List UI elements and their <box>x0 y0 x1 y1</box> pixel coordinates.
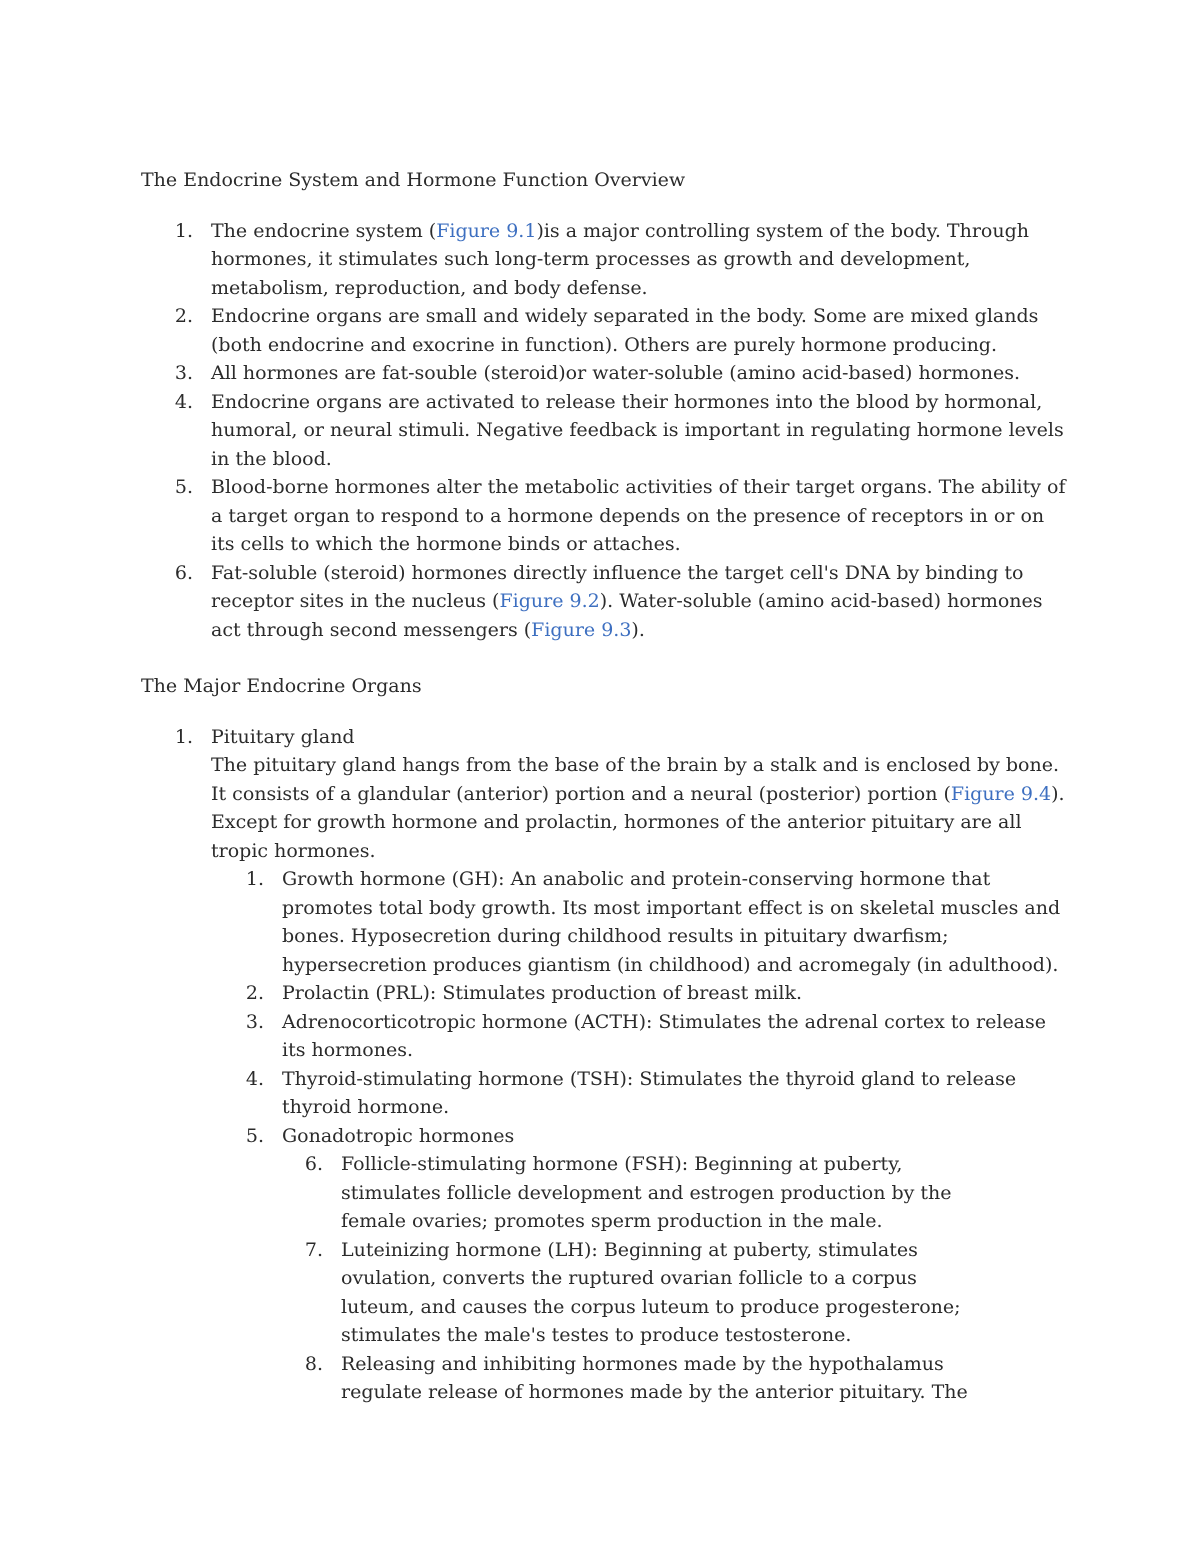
sub-list-item <box>141 1065 1071 1122</box>
overview-list <box>141 217 1071 645</box>
list-item <box>141 388 1071 474</box>
list-number: 3. <box>245 1010 264 1033</box>
list-text: Blood-borne hormones alter the metabolic activities of their target organs. The ability of a target organ to respond to a hormone depends on the presence of receptors in or on its cells to which the hormone binds or attaches. <box>211 476 1066 555</box>
list-number: 5. <box>245 1124 264 1147</box>
list-item <box>141 723 1071 866</box>
sub-list-item <box>141 865 1071 979</box>
figure-link[interactable]: Figure 9.1 <box>436 219 537 242</box>
list-item <box>141 473 1071 559</box>
list-text: Endocrine organs are small and widely separated in the body. Some are mixed glands (both endocrine and exocrine in function). Others are purely hormone producing. <box>211 305 1039 356</box>
list-text: Gonadotropic hormones <box>282 1124 515 1147</box>
list-text: Fat-soluble (steroid) hormones directly influence the target cell's DNA by binding to receptor sites in the nucleus ( <box>211 561 1024 612</box>
figure-link[interactable]: Figure 9.2 <box>499 590 600 612</box>
list-text: Growth hormone (GH): An anabolic and protein-conserving hormone that promotes total body growth. Its most important effect is on skeletal muscles and bones. Hyposecretion during childhood results in pituitary dwarfism; hypersecretion produces giantism (in childhood) and acromegaly (in adulthood). <box>282 868 1061 976</box>
list-number: 7. <box>304 1238 323 1261</box>
list-number: 8. <box>304 1352 323 1375</box>
list-text: ). <box>631 618 645 641</box>
document-page <box>141 166 1071 1407</box>
list-number: 5. <box>174 476 193 498</box>
list-text: Luteinizing hormone (LH): Beginning at puberty, stimulates ovulation, converts the ruptured ovarian follicle to a corpus luteum, and causes the corpus luteum to produce progesterone; stimulates the male's testes to produce testosterone. <box>341 1238 961 1346</box>
list-description <box>211 751 1071 865</box>
list-number: 3. <box>174 362 193 384</box>
figure-link[interactable]: Figure 9.3 <box>531 618 632 641</box>
list-number: 6. <box>304 1153 323 1175</box>
list-text: Releasing and inhibiting hormones made by the hypothalamus regulate release of hormones made by the anterior pituitary. The <box>341 1352 968 1403</box>
desc-text: ). Except for growth hormone and prolactin, hormones of the anterior pituitary are all tropic hormones. <box>211 782 1065 862</box>
list-text: Adrenocorticotropic hormone (ACTH): Stimulates the adrenal cortex to release its hormones. <box>282 1010 1047 1061</box>
nested-list-item <box>141 1350 1071 1407</box>
list-number: 2. <box>174 305 193 327</box>
list-item <box>141 302 1071 359</box>
list-item <box>141 359 1071 388</box>
organs-list <box>141 723 1071 1407</box>
list-text: The endocrine system ( <box>211 219 437 242</box>
list-number: 2. <box>245 982 264 1004</box>
list-number: 6. <box>174 561 193 584</box>
list-heading: Pituitary gland <box>211 725 355 748</box>
list-number: 1. <box>245 868 264 890</box>
section-title-organs: The Major Endocrine Organs <box>141 675 422 697</box>
nested-list-item <box>141 1150 1071 1236</box>
list-number: 4. <box>245 1067 264 1090</box>
nested-list-item <box>141 1236 1071 1350</box>
list-text: )is a major controlling system of the body. Through hormones, it stimulates such long-term processes as growth and development, metabolism, reproduction, and body defense. <box>211 219 1029 299</box>
figure-link[interactable]: Figure 9.4 <box>950 782 1052 805</box>
section-title-overview: The Endocrine System and Hormone Function Overview <box>141 169 686 191</box>
list-text: Thyroid-stimulating hormone (TSH): Stimulates the thyroid gland to release thyroid hormone. <box>282 1067 1017 1118</box>
sub-list-item <box>141 1008 1071 1065</box>
list-number: 1. <box>174 219 193 242</box>
sub-list-item <box>141 1122 1071 1151</box>
sub-list-item <box>141 979 1071 1008</box>
list-item <box>141 559 1071 645</box>
list-text: All hormones are fat-souble (steroid)or water-soluble (amino acid-based) hormones. <box>211 362 1020 384</box>
list-number: 4. <box>174 390 193 413</box>
list-text: Endocrine organs are activated to release their hormones into the blood by hormonal, humoral, or neural stimuli. Negative feedback is important in regulating hormone levels in the blood. <box>211 390 1064 470</box>
desc-text: The pituitary gland hangs from the base of the brain by a stalk and is enclosed by bone. It consists of a glandular (anterior) portion and a neural (posterior) portion ( <box>211 754 1060 805</box>
list-text: Prolactin (PRL): Stimulates production of breast milk. <box>282 982 802 1004</box>
list-item <box>141 217 1071 303</box>
list-number: 1. <box>174 725 193 748</box>
list-text: Follicle-stimulating hormone (FSH): Beginning at puberty, stimulates follicle development and estrogen production by the female ovaries; promotes sperm production in the male. <box>341 1153 952 1232</box>
list-text: ). Water-soluble (amino acid-based) hormones act through second messengers ( <box>211 590 1043 641</box>
